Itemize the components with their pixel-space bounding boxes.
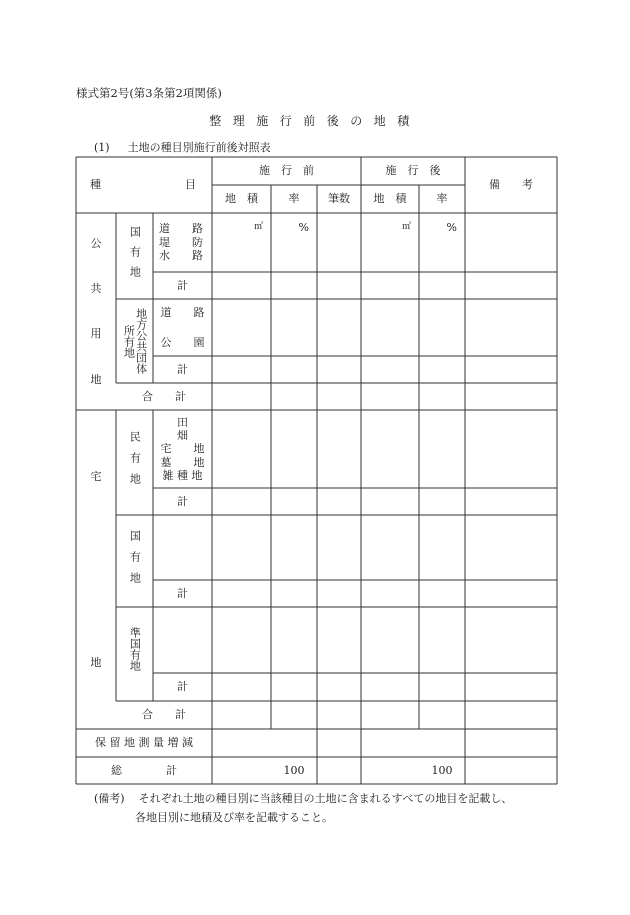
private-item: 畑 [177,429,188,443]
national-item: 堤 防 [159,235,203,249]
private-item: 宅 地 [160,442,205,456]
note-line-1 [94,790,512,806]
grand-total-label: 総 計 [111,763,177,777]
public-char: 地 [90,372,102,386]
national-item: 道 路 [159,221,203,235]
kind-header-left: 種 [90,178,101,192]
note-label: (備考) [94,792,125,805]
after-header: 施 行 後 [385,164,441,178]
residential-land-label [76,410,116,729]
unit-text: ㎡ [401,222,411,233]
before-header: 施 行 前 [259,164,314,178]
before-area-header: 地 積 [225,192,258,206]
after-area-header: 地 積 [373,192,407,206]
public-local-text: 地方公共団体所有地 [122,308,148,374]
after-rate-header: 率 [436,192,448,206]
public-char: 公 [90,236,102,250]
public-char: 共 [90,281,102,295]
residential-semi-label [116,607,153,701]
public-land-label [76,213,116,410]
unit-text: % [446,221,457,235]
residential-national-subtotal: 計 [177,586,188,600]
note-text-1: それぞれ土地の種目別に当該種目の土地に含まれるすべての地目を記載し、 [138,792,513,805]
section-label: 土地の種目別施行前後対照表 [127,141,271,154]
residential-semi-text: 準国有地 [128,627,142,671]
remarks-header: 備 考 [489,178,533,192]
form-number: 様式第2号(第3条第2項関係) [76,86,222,100]
public-national-text: 国有地 [128,226,142,286]
kind-header [90,157,196,213]
grand-total-rate-after: 100 [431,763,453,777]
residential-national-text: 国有地 [128,529,142,593]
residential-semi-subtotal: 計 [177,680,188,694]
residential-national-label [116,515,153,607]
residential-private-subtotal: 計 [177,494,188,508]
local-item: 公 園 [160,335,205,349]
area-unit-before [212,213,271,243]
public-national-items [153,213,212,272]
document-title: 整理施行前後の地積 [209,114,421,128]
public-total: 合 計 [142,389,186,403]
public-char: 用 [90,327,102,341]
private-item: 墓 地 [160,455,205,469]
private-item: 田 [177,416,188,430]
before-rate-header: 率 [288,192,300,206]
grand-total-rate-before: 100 [283,763,305,777]
public-national-label [116,213,153,299]
unit-text: % [298,221,309,235]
public-national-subtotal: 計 [177,278,188,292]
area-unit-after [361,213,419,243]
note-line-2: 各地目別に地積及び率を記載すること。 [135,811,333,824]
local-item: 道 路 [160,305,205,319]
reserve-land-change: 保 留 地 測 量 増 減 [95,736,193,750]
residential-private-label [116,410,153,515]
rate-unit-before [271,213,317,243]
national-item: 水 路 [159,249,203,263]
public-local-label [116,299,153,383]
residential-total: 合 計 [142,708,186,722]
parcels-header: 筆数 [328,192,350,206]
residential-char: 宅 [90,469,102,483]
kind-header-right: 目 [185,178,196,192]
unit-text: ㎡ [253,222,263,233]
residential-private-items [153,410,212,488]
residential-private-text: 民有地 [128,431,142,494]
residential-char: 地 [90,655,102,669]
public-local-subtotal: 計 [177,362,188,376]
section-number: (1) [94,141,110,154]
private-item: 雑 種 地 [162,468,203,482]
rate-unit-after [419,213,465,243]
public-local-items [153,299,212,356]
